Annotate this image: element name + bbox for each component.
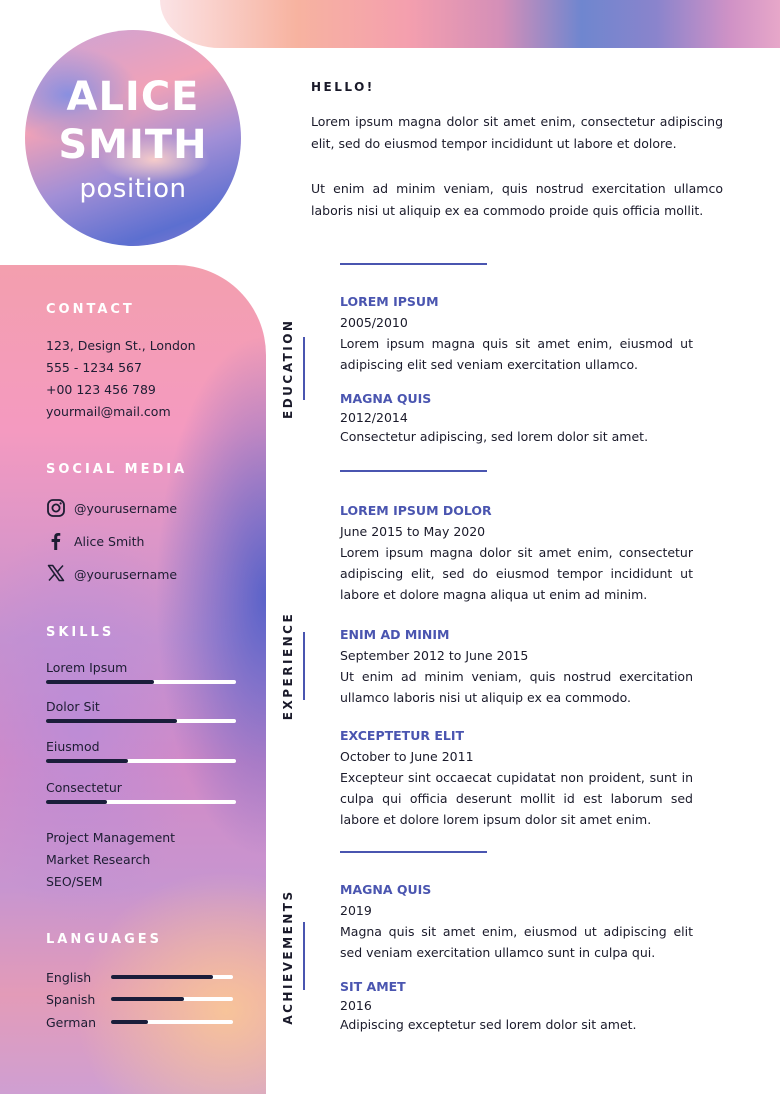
entry-date: 2016 [340,998,372,1013]
x-icon[interactable] [46,563,66,583]
entry-description: Magna quis sit amet enim, eiusmod ut adipiscing elit sed veniam exercitation ullamco sunt in culpa qui. [340,924,693,960]
language-label: English [46,970,92,985]
entry-title: EXCEPTETUR ELIT [340,728,465,743]
skill-bar-fill [46,719,177,723]
section-accent-line [303,337,305,400]
language-bar [111,997,233,1001]
extra-skill: Project Management [46,830,176,845]
skill-bar-fill [46,680,154,684]
languages-heading: LANGUAGES [46,932,163,947]
social-facebook-name[interactable]: Alice Smith [74,534,145,549]
skill-bar [46,719,236,723]
contact-email[interactable]: yourmail@mail.com [46,404,171,419]
entry-date: 2012/2014 [340,410,408,425]
skill-label: Lorem Ipsum [46,660,128,675]
entry-date: June 2015 to May 2020 [340,524,486,539]
contact-address: 123, Design St., London [46,338,196,353]
language-bar [111,1020,233,1024]
entry-title: MAGNA QUIS [340,882,432,897]
social-x-handle[interactable]: @yourusername [74,567,178,582]
experience-heading: EXPERIENCE [281,611,295,721]
extra-skill: Market Research [46,852,151,867]
entry-title: MAGNA QUIS [340,391,432,406]
section-accent-line [303,632,305,700]
contact-heading: CONTACT [46,302,135,317]
section-divider [340,851,487,853]
language-bar-fill [111,1020,148,1024]
last-name: SMITH [58,122,208,168]
skill-bar [46,680,236,684]
entry-description: Lorem ipsum magna quis sit amet enim, eiusmod ut adipiscing elit sed veniam exercitation ullamco. [340,336,693,372]
greeting: HELLO! [311,80,375,94]
entry-description: Adipiscing exceptetur sed lorem dolor sit amet. [340,1017,637,1032]
skill-label: Consectetur [46,780,122,795]
intro-paragraph-1: Lorem ipsum magna dolor sit amet enim, consectetur adipiscing elit, sed do eiusmod tempor incididunt ut labore et dolore. [311,114,723,151]
language-label: Spanish [46,992,96,1007]
social-instagram-handle[interactable]: @yourusername [74,501,178,516]
entry-title: SIT AMET [340,979,406,994]
language-label: German [46,1015,97,1030]
skill-bar [46,759,236,763]
skill-label: Eiusmod [46,739,100,754]
skill-bar-fill [46,800,107,804]
instagram-icon[interactable] [46,498,66,518]
top-gradient-band [160,0,780,48]
section-divider [340,470,487,472]
position-title: position [79,174,187,204]
intro-paragraph-2: Ut enim ad minim veniam, quis nostrud exercitation ullamco laboris nisi ut aliquip ex ea commodo proide quis officia mollit. [311,181,723,218]
skill-bar-fill [46,759,128,763]
name-badge [25,30,241,246]
skills-heading: SKILLS [46,625,115,640]
entry-date: 2005/2010 [340,315,408,330]
facebook-icon[interactable] [46,531,66,551]
entry-description: Lorem ipsum magna dolor sit amet enim, consectetur adipiscing elit, sed do eiusmod tempor incididunt ut labore et dolore magna aliqua ut enim ad minim. [340,545,693,602]
skill-label: Dolor Sit [46,699,100,714]
skill-bar [46,800,236,804]
entry-date: October to June 2011 [340,749,474,764]
entry-date: September 2012 to June 2015 [340,648,529,663]
education-heading: EDUCATION [281,318,295,419]
sidebar [0,265,266,1094]
extra-skill: SEO/SEM [46,874,103,889]
social-heading: SOCIAL MEDIA [46,462,188,477]
first-name: ALICE [66,74,200,120]
language-bar-fill [111,975,213,979]
section-divider [340,263,487,265]
contact-phone-1: 555 - 1234 567 [46,360,142,375]
contact-phone-2: +00 123 456 789 [46,382,156,397]
section-accent-line [303,922,305,990]
entry-title: LOREM IPSUM [340,294,439,309]
entry-description: Excepteur sint occaecat cupidatat non proident, sunt in culpa qui officia deserunt mollit id est laborum sed labore et dolore lorem ipsum dolor sit amet enim. [340,770,693,827]
entry-description: Ut enim ad minim veniam, quis nostrud exercitation ullamco laboris nisi ut aliquip ex ea commodo. [340,669,693,705]
language-bar [111,975,233,979]
achievements-heading: ACHIEVEMENTS [281,889,295,1025]
entry-description: Consectetur adipiscing, sed lorem dolor sit amet. [340,429,649,444]
language-bar-fill [111,997,184,1001]
entry-date: 2019 [340,903,372,918]
entry-title: LOREM IPSUM DOLOR [340,503,492,518]
entry-title: ENIM AD MINIM [340,627,450,642]
